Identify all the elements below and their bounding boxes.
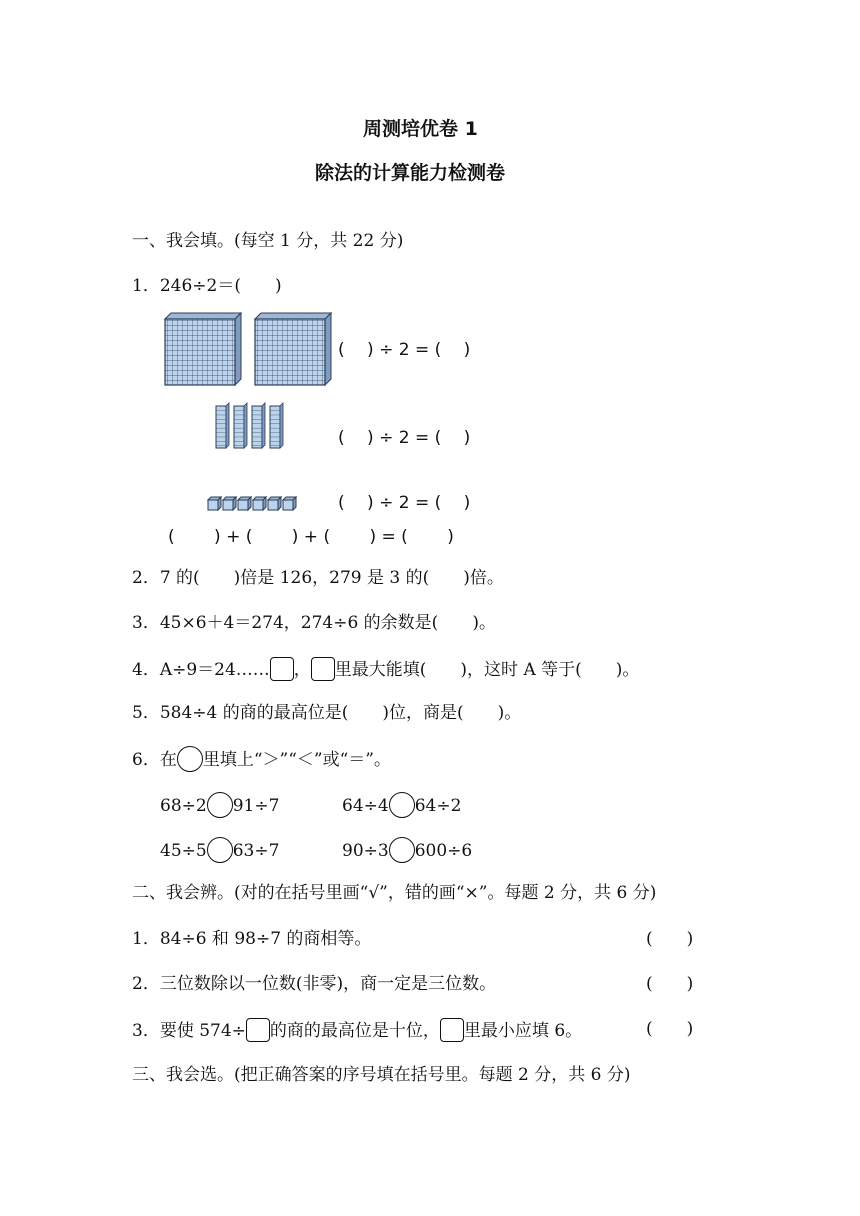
q3-text: 3．45×6＋4＝274，274÷6 的余数是( )。	[132, 613, 496, 633]
compare-circle[interactable]	[389, 837, 415, 863]
judge-paren-1[interactable]: ( )	[646, 929, 694, 949]
judge-q2: 2．三位数除以一位数(非零)，商一定是三位数。	[132, 974, 497, 994]
judge-q3-a: 3．要使 574÷	[132, 1021, 246, 1041]
compare-left: 68÷2	[160, 796, 207, 816]
compare-right: 91÷7	[232, 796, 280, 816]
q1-eq-ones: ( ) ÷ 2 = ( )	[338, 493, 471, 513]
ten-rods-figure	[214, 402, 286, 450]
compare-item-4	[342, 837, 472, 863]
compare-right: 600÷6	[414, 841, 473, 861]
ten-rod-3	[252, 403, 265, 448]
q6-line	[132, 746, 391, 772]
q6-part-b: 里填上“＞”“＜”或“＝”。	[202, 750, 391, 770]
judge-q3-c: 里最小应填 6。	[463, 1021, 583, 1041]
hundred-blocks-figure	[163, 311, 333, 387]
unit-cubes-figure	[207, 496, 301, 512]
compare-left: 90÷3	[342, 841, 389, 861]
unit-cube-1	[208, 497, 221, 510]
section1-heading: 一、我会填。(每空 1 分，共 22 分)	[132, 231, 404, 251]
q1-stem: 1．246÷2＝( )	[132, 276, 282, 296]
judge-paren-2[interactable]: ( )	[646, 974, 694, 994]
hundred-flat-1	[165, 313, 241, 385]
unit-cube-6	[283, 497, 296, 510]
compare-circle[interactable]	[207, 792, 233, 818]
q4-part-a: 4．A÷9＝24……	[132, 660, 270, 680]
q4-part-b: ，	[293, 660, 311, 680]
answer-box[interactable]	[440, 1018, 464, 1042]
compare-right: 63÷7	[232, 841, 280, 861]
q5-text: 5．584÷4 的商的最高位是( )位，商是( )。	[132, 703, 522, 723]
judge-q3	[132, 1018, 582, 1042]
compare-item-2	[342, 792, 461, 818]
q4-line	[132, 657, 639, 681]
answer-box[interactable]	[270, 657, 294, 681]
section3-heading: 三、我会选。(把正确答案的序号填在括号里。每题 2 分，共 6 分)	[132, 1065, 631, 1085]
ten-rod-2	[234, 403, 247, 448]
compare-right: 64÷2	[414, 796, 462, 816]
compare-left: 45÷5	[160, 841, 207, 861]
compare-left: 64÷4	[342, 796, 389, 816]
unit-cube-2	[223, 497, 236, 510]
page-subtitle: 除法的计算能力检测卷	[315, 162, 506, 184]
unit-cube-3	[238, 497, 251, 510]
q1-eq-hundreds: ( ) ÷ 2 = ( )	[338, 340, 471, 360]
q6-part-a: 6．在	[132, 750, 177, 770]
compare-circle[interactable]	[177, 746, 203, 772]
judge-q3-b: 的商的最高位是十位，	[269, 1021, 440, 1041]
q2-text: 2．7 的( )倍是 126，279 是 3 的( )倍。	[132, 568, 504, 588]
section2-heading: 二、我会辨。(对的在括号里画“√”，错的画“×”。每题 2 分，共 6 分)	[132, 883, 657, 903]
page-title: 周测培优卷 1	[363, 118, 478, 140]
unit-cube-5	[268, 497, 281, 510]
q1-eq-tens: ( ) ÷ 2 = ( )	[338, 428, 471, 448]
hundred-flat-2	[255, 313, 331, 385]
judge-q1: 1．84÷6 和 98÷7 的商相等。	[132, 929, 372, 949]
compare-item-3	[160, 837, 279, 863]
compare-item-1	[160, 792, 279, 818]
compare-circle[interactable]	[389, 792, 415, 818]
ten-rod-1	[216, 403, 229, 448]
answer-box[interactable]	[246, 1018, 270, 1042]
judge-paren-3[interactable]: ( )	[646, 1019, 694, 1039]
q1-sum: ( ) + ( ) + ( ) = ( )	[168, 527, 454, 547]
compare-circle[interactable]	[207, 837, 233, 863]
unit-cube-4	[253, 497, 266, 510]
q4-part-c: 里最大能填( )，这时 A 等于( )。	[334, 660, 640, 680]
ten-rod-4	[270, 403, 283, 448]
answer-box[interactable]	[311, 657, 335, 681]
